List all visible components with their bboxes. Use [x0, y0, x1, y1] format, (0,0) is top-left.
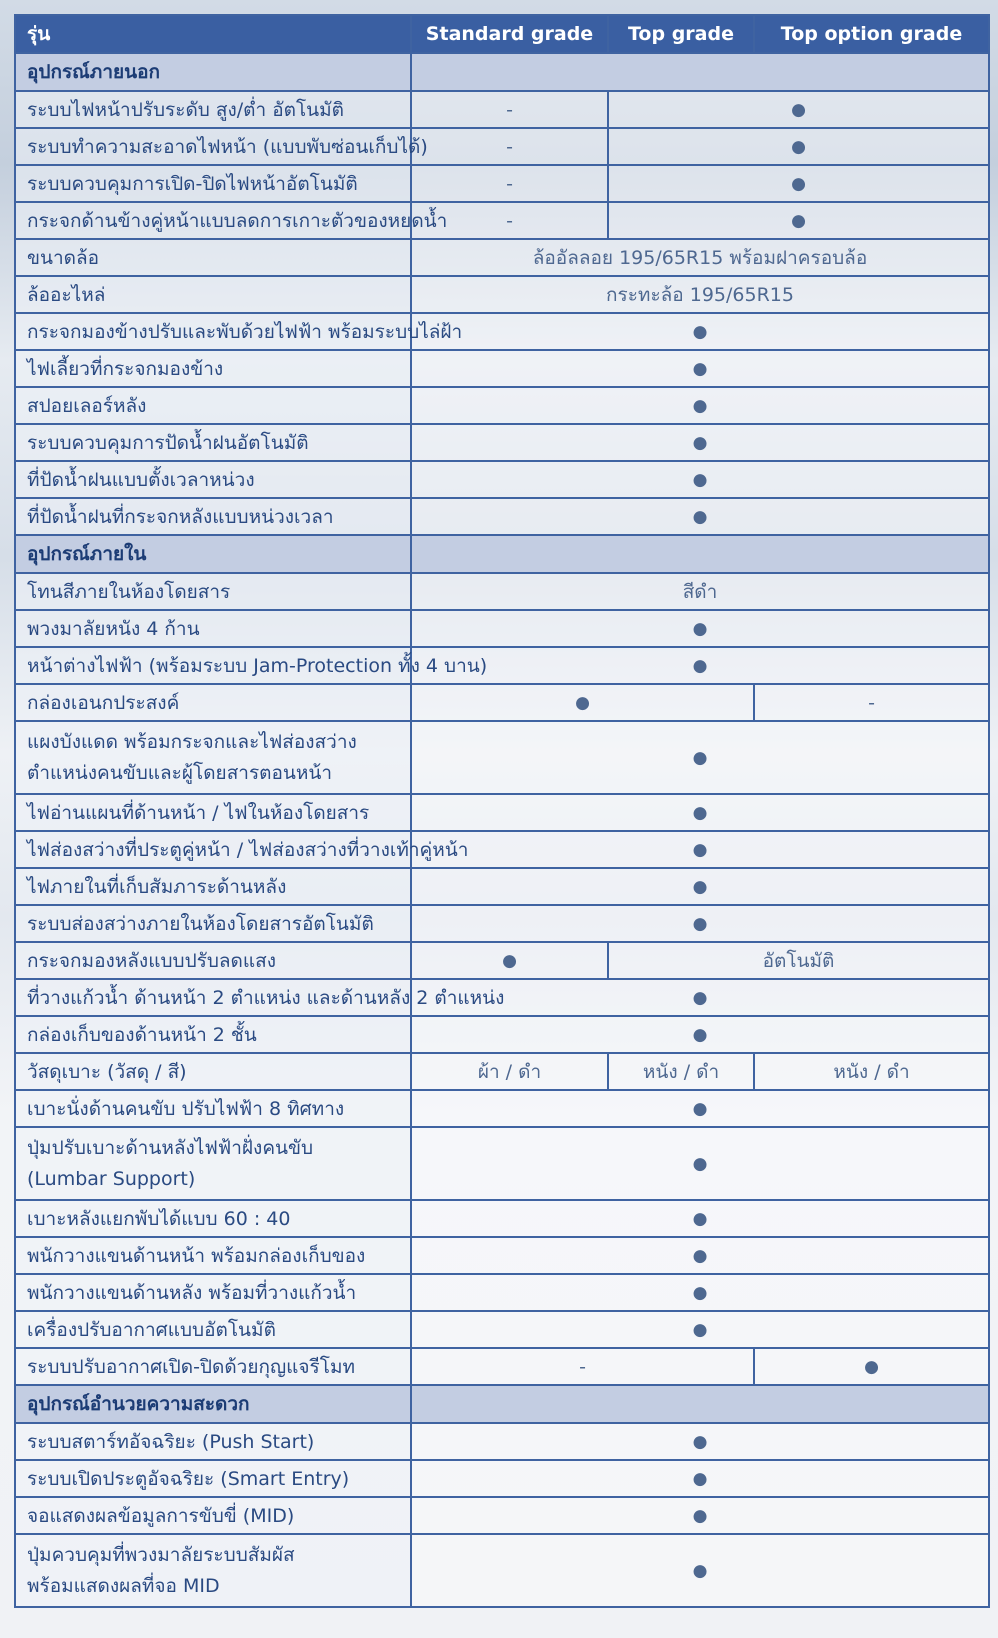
spec-row: [15, 313, 989, 350]
value-all-grades: ●: [411, 647, 989, 684]
spec-row: [15, 610, 989, 647]
value-top-grades: ●: [608, 91, 989, 128]
value-all-grades: ●: [411, 461, 989, 498]
spec-row: [15, 1237, 989, 1274]
feature-name: ไฟภายในที่เก็บสัมภาระด้านหลัง: [15, 868, 411, 905]
feature-name: ระบบควบคุมการเปิด-ปิดไฟหน้าอัตโนมัติ: [15, 165, 411, 202]
value-all-grades: ●: [411, 1497, 989, 1534]
feature-name-line: (Lumbar Support): [27, 1167, 196, 1190]
spec-table-body: [15, 53, 989, 1607]
value-standard: -: [411, 202, 608, 239]
value-standard: -: [411, 91, 608, 128]
value-all-grades: ●: [411, 979, 989, 1016]
feature-name: ที่ปัดน้ำฝนที่กระจกหลังแบบหน่วงเวลา: [15, 498, 411, 535]
value-all-grades: ●: [411, 794, 989, 831]
spec-row: [15, 91, 989, 128]
section-title: อุปกรณ์ภายนอก: [15, 53, 411, 91]
spec-row: [15, 1200, 989, 1237]
feature-name: ไฟส่องสว่างที่ประตูคู่หน้า / ไฟส่องสว่างที่วางเท้าคู่หน้า: [15, 831, 411, 868]
feature-name: ที่วางแก้วน้ำ ด้านหน้า 2 ตำแหน่ง และด้านหลัง 2 ตำแหน่ง: [15, 979, 411, 1016]
feature-name: ระบบไฟหน้าปรับระดับ สูง/ต่ำ อัตโนมัติ: [15, 91, 411, 128]
section-header-exterior: [15, 53, 989, 91]
value-standard: -: [411, 165, 608, 202]
value-standard-top: -: [411, 1348, 754, 1385]
feature-name-line: พร้อมแสดงผลที่จอ MID: [27, 1574, 220, 1597]
feature-name: ระบบทำความสะอาดไฟหน้า (แบบพับซ่อนเก็บได้): [15, 128, 411, 165]
feature-name-line: แผงบังแดด พร้อมกระจกและไฟส่องสว่าง: [27, 730, 357, 753]
spec-row: [15, 647, 989, 684]
feature-name: [15, 1127, 411, 1200]
section-spacer: [411, 535, 989, 573]
value-top-grades: อัตโนมัติ: [608, 942, 989, 979]
feature-name: พนักวางแขนด้านหน้า พร้อมกล่องเก็บของ: [15, 1237, 411, 1274]
feature-name: สปอยเลอร์หลัง: [15, 387, 411, 424]
spec-row: [15, 165, 989, 202]
value-top-option: ●: [754, 1348, 989, 1385]
feature-name: พนักวางแขนด้านหลัง พร้อมที่วางแก้วน้ำ: [15, 1274, 411, 1311]
value-all-grades: ●: [411, 498, 989, 535]
value-top-option: -: [754, 684, 989, 721]
spec-row: [15, 239, 989, 276]
spec-row: [15, 202, 989, 239]
spec-row: [15, 461, 989, 498]
value-top-grades: ●: [608, 202, 989, 239]
value-all-grades: ●: [411, 1274, 989, 1311]
spec-row: [15, 276, 989, 313]
section-title: อุปกรณ์ภายใน: [15, 535, 411, 573]
spec-row: [15, 1090, 989, 1127]
value-all-grades: ●: [411, 313, 989, 350]
spec-row: [15, 1127, 989, 1200]
feature-name: [15, 721, 411, 794]
spec-row: [15, 1460, 989, 1497]
value-all-grades: ●: [411, 1237, 989, 1274]
value-all-grades: ●: [411, 905, 989, 942]
value-all-grades: ●: [411, 831, 989, 868]
value-all-grades: ●: [411, 350, 989, 387]
spec-row: [15, 831, 989, 868]
feature-name: ระบบควบคุมการปัดน้ำฝนอัตโนมัติ: [15, 424, 411, 461]
value-all-grades: กระทะล้อ 195/65R15: [411, 276, 989, 313]
value-all-grades: สีดำ: [411, 573, 989, 610]
spec-table: [14, 14, 990, 1608]
value-all-grades: ●: [411, 1311, 989, 1348]
spec-row: [15, 684, 989, 721]
section-header-interior: [15, 535, 989, 573]
value-all-grades: ●: [411, 1127, 989, 1200]
value-all-grades: ●: [411, 1460, 989, 1497]
spec-table-container: [14, 14, 988, 1608]
feature-name: ที่ปัดน้ำฝนแบบตั้งเวลาหน่วง: [15, 461, 411, 498]
value-all-grades: ●: [411, 610, 989, 647]
spec-row: [15, 1497, 989, 1534]
spec-row: [15, 1423, 989, 1460]
feature-name: ขนาดล้อ: [15, 239, 411, 276]
value-top-grades: ●: [608, 165, 989, 202]
spec-row: [15, 1534, 989, 1607]
feature-name: เบาะหลังแยกพับได้แบบ 60 : 40: [15, 1200, 411, 1237]
spec-row: [15, 794, 989, 831]
spec-row: [15, 868, 989, 905]
feature-name: เครื่องปรับอากาศแบบอัตโนมัติ: [15, 1311, 411, 1348]
grade-header-standard: Standard grade: [411, 15, 608, 53]
spec-row: [15, 721, 989, 794]
feature-name: จอแสดงผลข้อมูลการขับขี่ (MID): [15, 1497, 411, 1534]
section-spacer: [411, 53, 989, 91]
feature-name: กระจกมองหลังแบบปรับลดแสง: [15, 942, 411, 979]
value-standard: ผ้า / ดำ: [411, 1053, 608, 1090]
value-standard: -: [411, 128, 608, 165]
feature-name: วัสดุเบาะ (วัสดุ / สี): [15, 1053, 411, 1090]
spec-row: [15, 905, 989, 942]
value-all-grades: ●: [411, 868, 989, 905]
value-all-grades: ●: [411, 424, 989, 461]
section-spacer: [411, 1385, 989, 1423]
section-title: อุปกรณ์อำนวยความสะดวก: [15, 1385, 411, 1423]
value-top-grades: ●: [608, 128, 989, 165]
feature-name-line: ปุ่มควบคุมที่พวงมาลัยระบบสัมผัส: [27, 1543, 295, 1566]
feature-name: ไฟเลี้ยวที่กระจกมองข้าง: [15, 350, 411, 387]
value-all-grades: ●: [411, 1090, 989, 1127]
value-all-grades: ●: [411, 1016, 989, 1053]
spec-row: [15, 1016, 989, 1053]
feature-name: กระจกมองข้างปรับและพับด้วยไฟฟ้า พร้อมระบบไล่ฝ้า: [15, 313, 411, 350]
spec-row: [15, 498, 989, 535]
value-all-grades: ●: [411, 721, 989, 794]
feature-name: ล้ออะไหล่: [15, 276, 411, 313]
feature-name: กระจกด้านข้างคู่หน้าแบบลดการเกาะตัวของหยดน้ำ: [15, 202, 411, 239]
spec-row: [15, 350, 989, 387]
feature-name: พวงมาลัยหนัง 4 ก้าน: [15, 610, 411, 647]
value-all-grades: ล้ออัลลอย 195/65R15 พร้อมฝาครอบล้อ: [411, 239, 989, 276]
feature-name: กล่องเอนกประสงค์: [15, 684, 411, 721]
spec-row: [15, 942, 989, 979]
feature-name: กล่องเก็บของด้านหน้า 2 ชั้น: [15, 1016, 411, 1053]
spec-row: [15, 424, 989, 461]
feature-name: ระบบเปิดประตูอัจฉริยะ (Smart Entry): [15, 1460, 411, 1497]
section-header-convenience: [15, 1385, 989, 1423]
spec-row: [15, 1348, 989, 1385]
spec-row: [15, 1311, 989, 1348]
value-top: หนัง / ดำ: [608, 1053, 754, 1090]
feature-name-line: ตำแหน่งคนขับและผู้โดยสารตอนหน้า: [27, 761, 333, 784]
feature-name: ระบบสตาร์ทอัจฉริยะ (Push Start): [15, 1423, 411, 1460]
spec-row: [15, 128, 989, 165]
header-row: [15, 15, 989, 53]
feature-name: ไฟอ่านแผนที่ด้านหน้า / ไฟในห้องโดยสาร: [15, 794, 411, 831]
spec-row: [15, 573, 989, 610]
spec-row: [15, 979, 989, 1016]
spec-row: [15, 387, 989, 424]
feature-name-line: ปุ่มปรับเบาะด้านหลังไฟฟ้าฝั่งคนขับ: [27, 1136, 314, 1159]
spec-row: [15, 1053, 989, 1090]
grade-header-top: Top grade: [608, 15, 754, 53]
value-all-grades: ●: [411, 1423, 989, 1460]
grade-header-top-option: Top option grade: [754, 15, 989, 53]
feature-name: หน้าต่างไฟฟ้า (พร้อมระบบ Jam-Protection ทั้ง 4 บาน): [15, 647, 411, 684]
value-standard: ●: [411, 942, 608, 979]
value-all-grades: ●: [411, 387, 989, 424]
feature-name: เบาะนั่งด้านคนขับ ปรับไฟฟ้า 8 ทิศทาง: [15, 1090, 411, 1127]
value-all-grades: ●: [411, 1200, 989, 1237]
spec-row: [15, 1274, 989, 1311]
value-all-grades: ●: [411, 1534, 989, 1607]
feature-name: [15, 1534, 411, 1607]
feature-name: ระบบส่องสว่างภายในห้องโดยสารอัตโนมัติ: [15, 905, 411, 942]
model-header: รุ่น: [15, 15, 411, 53]
value-standard-top: ●: [411, 684, 754, 721]
value-top-option: หนัง / ดำ: [754, 1053, 989, 1090]
feature-name: โทนสีภายในห้องโดยสาร: [15, 573, 411, 610]
feature-name: ระบบปรับอากาศเปิด-ปิดด้วยกุญแจรีโมท: [15, 1348, 411, 1385]
